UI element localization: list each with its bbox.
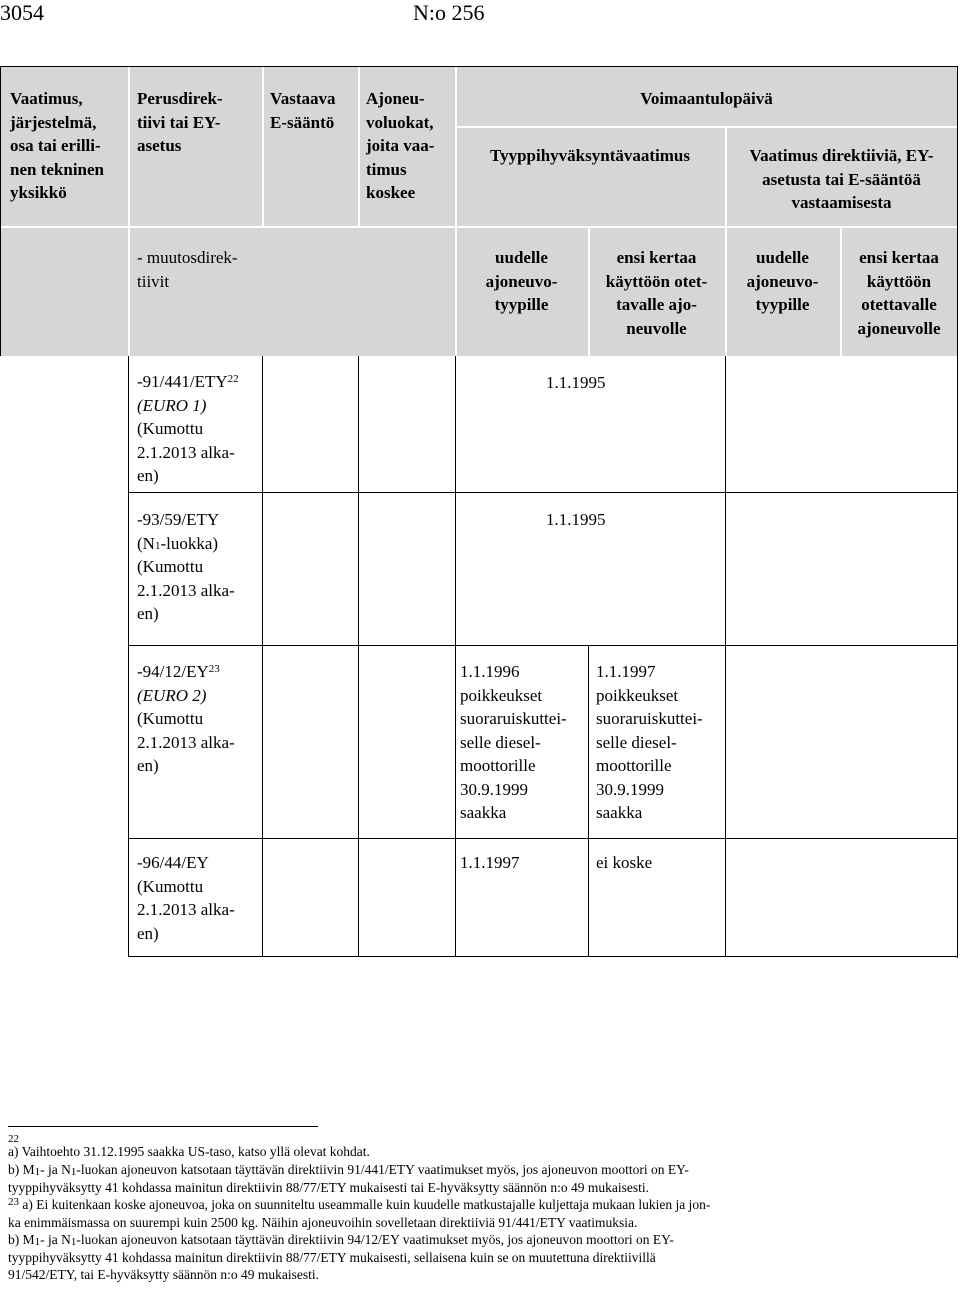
table-row: -96/44/EY (Kumottu 2.1.2013 alka- en) (137, 853, 235, 943)
header-col2: Perusdirek- tiivi tai EY- asetus (137, 89, 223, 155)
header-sub-uudelle-2: uudelle ajoneuvo- tyypille (746, 248, 819, 314)
row4-ensi-kertaa: ei koske (596, 853, 653, 872)
header-sub-ensi-2: ensi kertaa käyttöön otettavalle ajoneuvolle (857, 248, 941, 338)
table-row: -91/441/ETY$^{22}$ (EURO 1) (Kumottu 2.1.2013 alka- en) (137, 372, 239, 485)
footnote-22: 22 (8, 1133, 19, 1145)
header-sub-uudelle-1: uudelle ajoneuvo- tyypille (485, 248, 558, 314)
page-number: 3054 (0, 0, 44, 25)
header-tyyppihyvaksynta: Tyyppihyväksyntävaatimus (490, 146, 690, 165)
footnote-23: $^{23}$ a) Ei kuitenkaan koske ajoneuvoa, joka on suunniteltu useammalle kuin kuudelle matkustajalle kuljettaja mukaan lukien ja jon- ka enimmäismassa on suurempi kuin 2500 kg. Näihin ajoneuvoihin sovelletaan direktiiviä 91/441/ETY vaatimuksia. b) $M_1-$ ja $N_1$-luokan ajoneuvon katsotaan täyttävän direktiivin 94/12/EY vaatimukset myös, jos ajoneuvon moottori on EY- tyyppihyväksytty 41 kohdassa mainitun direktiivin 88/77/ETY mukaisesti, sellaisena kuin se on muutettuna direktiivillä 91/542/ETY, tai E-hyväksytty säännön n:o 49 mukaisesti. (8, 1196, 711, 1282)
row3-uudelle: 1.1.1996 poikkeukset suoraruiskuttei- selle diesel- moottorille 30.9.1999 saakka (460, 662, 567, 822)
footnote-separator (8, 1126, 318, 1127)
row1-date: 1.1.1995 (546, 373, 606, 392)
table-row: -93/59/ETY (N1-luokka) (Kumottu 2.1.2013 alka- en) (137, 510, 235, 623)
header-col1: Vaatimus, järjestelmä, osa tai erilli- nen tekninen yksikkö (10, 89, 104, 202)
header-voimaantulo: Voimaantulopäivä (640, 89, 773, 108)
row3-ensi-kertaa: 1.1.1997 poikkeukset suoraruiskuttei- selle diesel- moottorille 30.9.1999 saakka (596, 662, 703, 822)
header-sub-ensi-1: ensi kertaa käyttöön otet- tavalle ajo- neuvolle (605, 248, 708, 338)
page-label: N:o 256 (413, 0, 485, 25)
footnote-22-b: b) $M_1-$ ja $N_1$-luokan ajoneuvon katsotaan täyttävän direktiivin 91/441/ETY vaatimukset myös, jos ajoneuvon moottori on EY- tyyppihyväksytty 41 kohdassa mainitun direktiivin 88/77/ETY mukaisesti tai E-hyväksytty säännön n:o 49 mukaisesti. (8, 1162, 689, 1195)
footnote-22-a: a) Vaihtoehto 31.12.1995 saakka US-taso, katso yllä olevat kohdat. (8, 1144, 370, 1159)
row2-date: 1.1.1995 (546, 510, 606, 529)
table-row: -94/12/EY$^{23}$ (EURO 2) (Kumottu 2.1.2013 alka- en) (137, 662, 235, 775)
header-col3: Vastaava E-sääntö (270, 89, 336, 132)
header-vaatimus: Vaatimus direktiiviä, EY- asetusta tai E-sääntöä vastaamisesta (749, 146, 934, 212)
header-col4: Ajoneu- voluokat, joita vaa- timus koskee (366, 89, 435, 202)
row4-uudelle: 1.1.1997 (460, 853, 520, 872)
header-muutosdirektiivit: - muutosdirek- tiivit (137, 248, 238, 291)
